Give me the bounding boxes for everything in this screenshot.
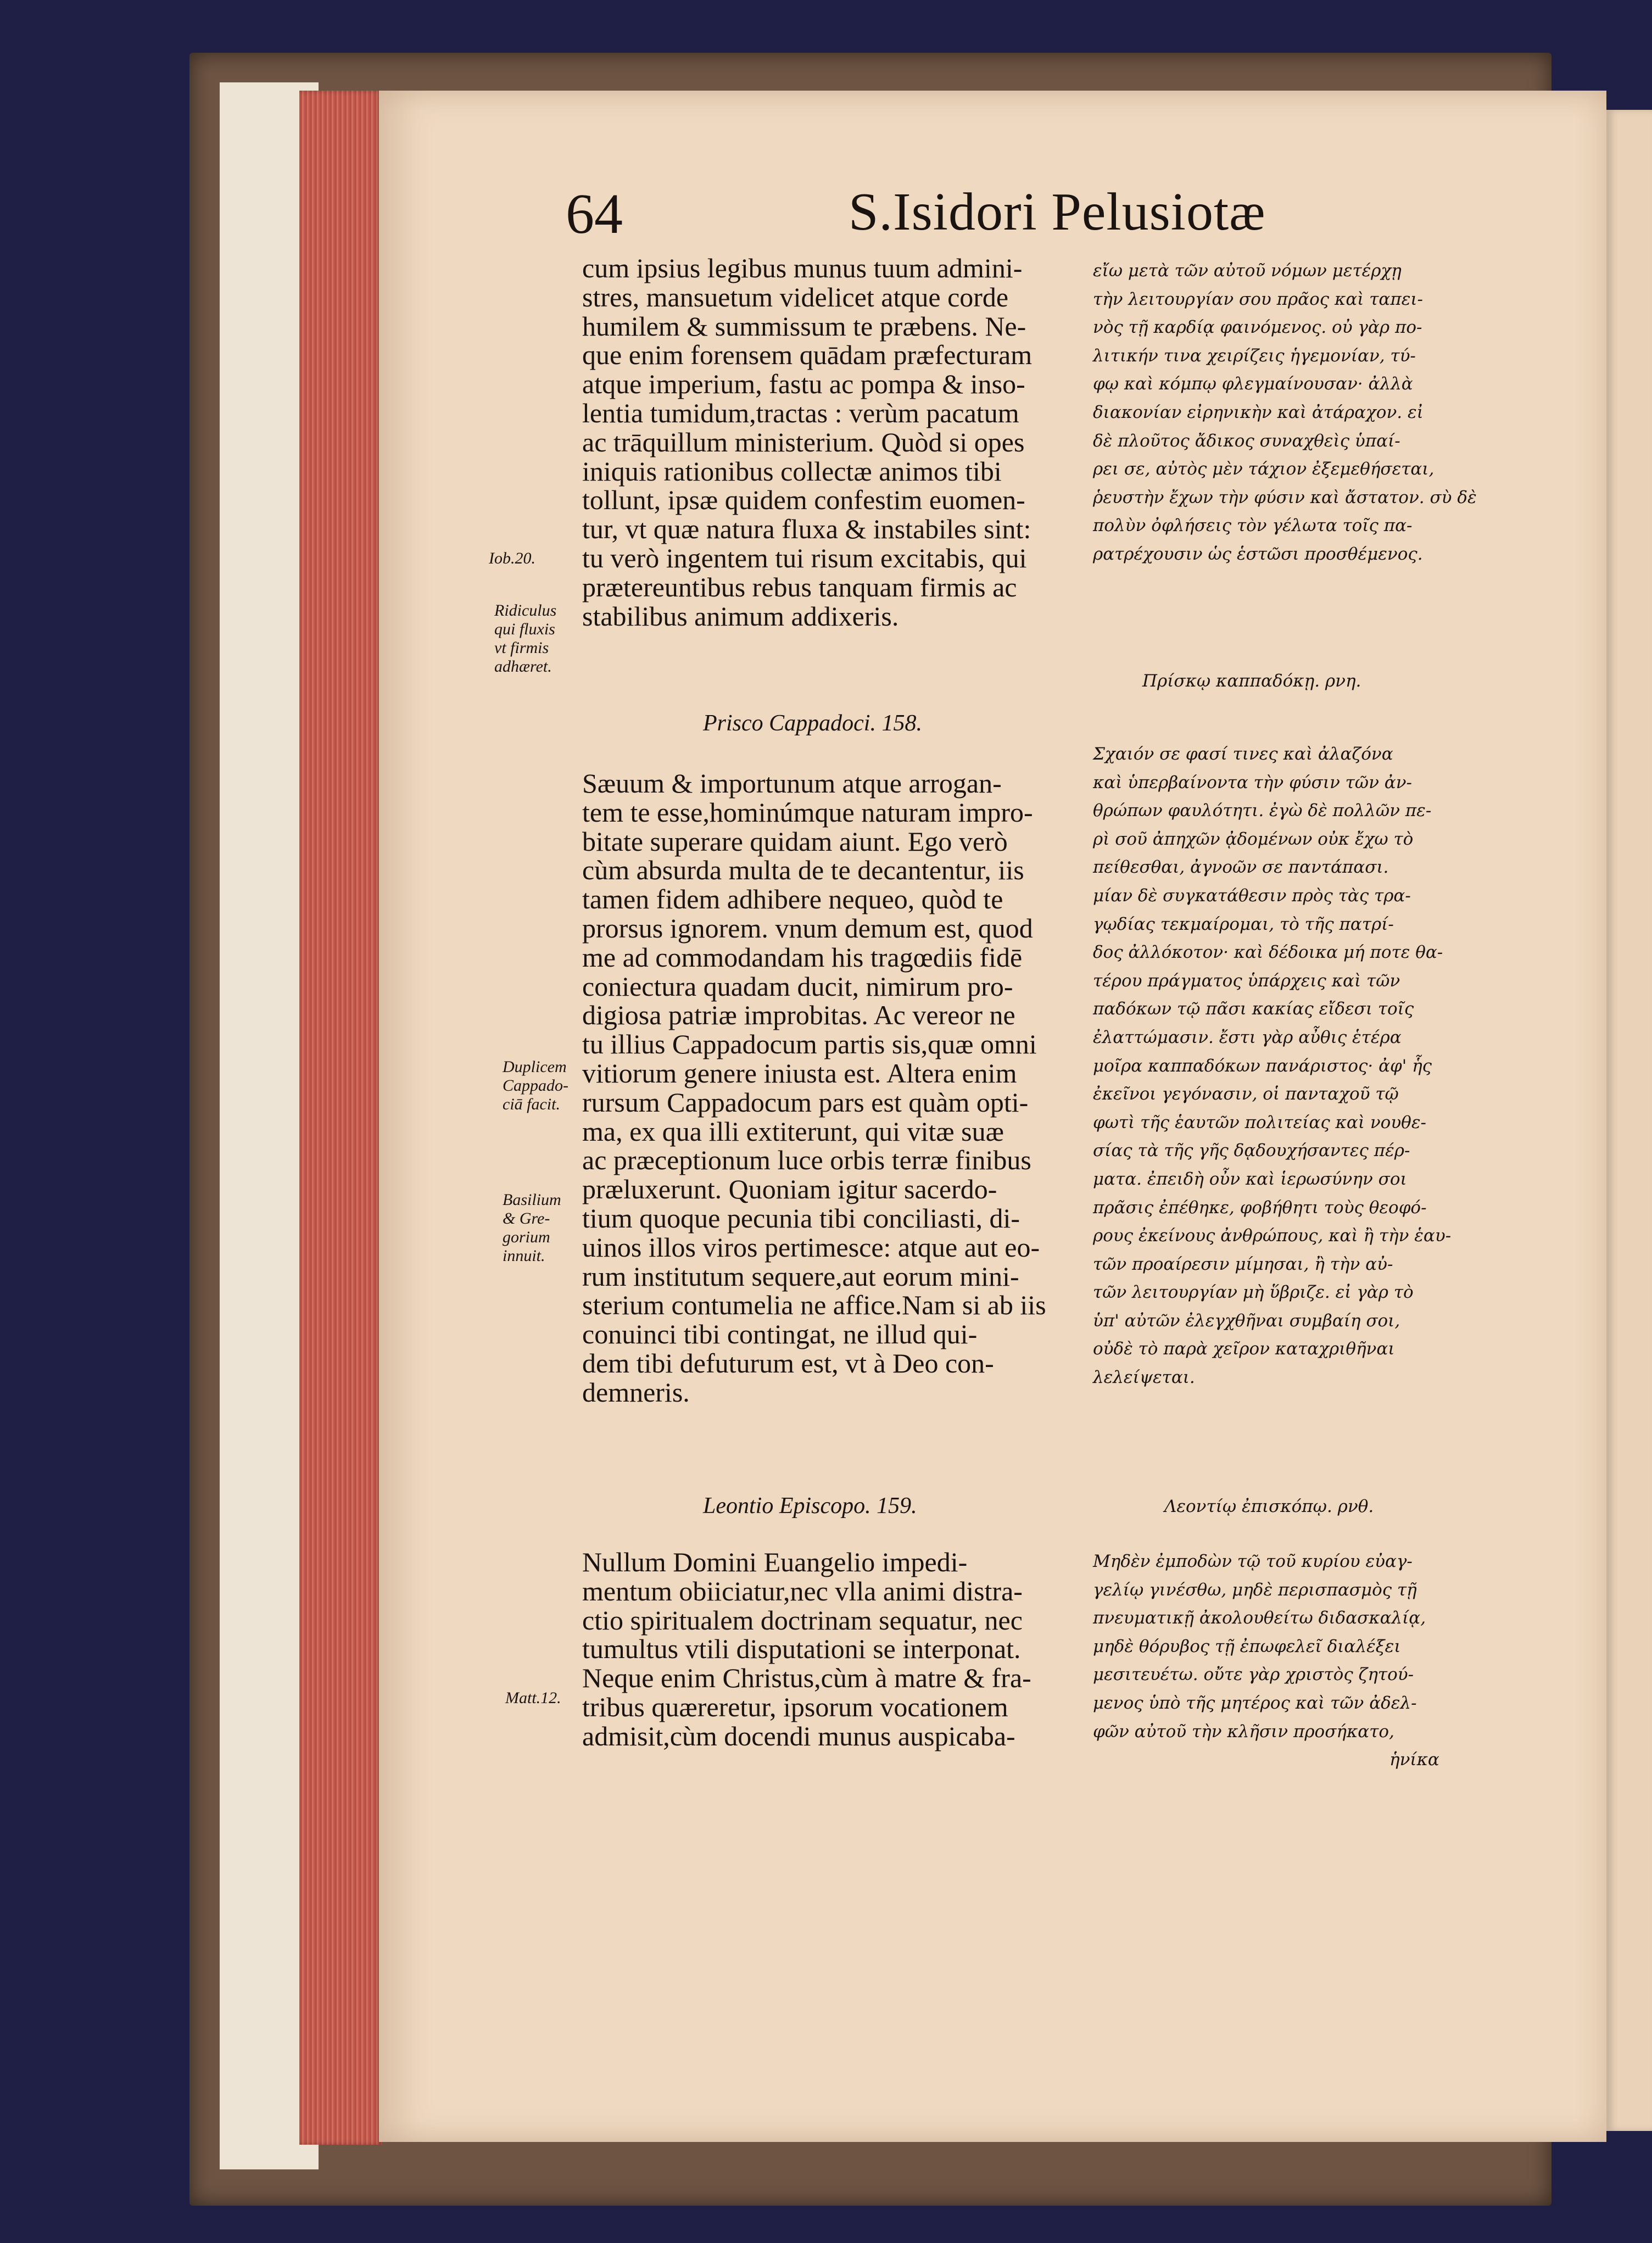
greek-line: μοῖρα καππαδόκων πανάριστος· ἀφ' ἧς — [1093, 1056, 1432, 1076]
page-number: 64 — [566, 182, 623, 245]
latin-line: vitiorum genere iniusta est. Altera enim — [582, 1057, 1017, 1089]
greek-line: παδόκων τῷ πᾶσι κακίας εἴδεσι τοῖς — [1093, 999, 1414, 1019]
greek-line: πείθεσθαι, ἀγνοῶν σε παντάπασι. — [1093, 857, 1389, 878]
greek-line: τῶν προαίρεσιν μίμησαι, ἢ τὴν αὐ- — [1093, 1254, 1393, 1274]
greek-line: μεσιτευέτω. οὔτε γὰρ χριστὸς ζητού- — [1093, 1665, 1414, 1685]
latin-line: conuinci tibi contingat, ne illud qui- — [582, 1319, 978, 1350]
latin-line: Nullum Domini Euangelio impedi- — [582, 1547, 968, 1577]
letter-heading-159-greek: Λεοντίῳ ἐπισκόπῳ. ρνθ. — [1164, 1497, 1374, 1516]
greek-line: εἴω μετὰ τῶν αὐτοῦ νόμων μετέρχῃ — [1093, 261, 1402, 281]
greek-line: τὴν λειτουργίαν σου πρᾶος καὶ ταπει- — [1093, 289, 1423, 309]
latin-line: præluxerunt. Quoniam igitur sacerdo- — [582, 1174, 997, 1205]
latin-line: demneris. — [582, 1376, 690, 1408]
greek-line: γῳδίας τεκμαίρομαι, τὸ τῆς πατρί- — [1093, 914, 1394, 934]
latin-line: lentia tumidum,tractas : verùm pacatum — [582, 397, 1019, 428]
latin-line: rum institutum sequere,aut eorum mini- — [582, 1260, 1019, 1292]
margin-note-line: ciā facit. — [503, 1095, 560, 1113]
greek-line: πνευματικῇ ἀκολουθείτω διδασκαλίᾳ, — [1093, 1608, 1426, 1628]
greek-line: θρώπων φαυλότητι. ἐγὼ δὲ πολλῶν πε- — [1093, 801, 1432, 821]
latin-line: sterium contumelia ne affice.Nam si ab iis — [582, 1290, 1046, 1321]
greek-line: γελίῳ γινέσθω, μηδὲ περισπασμὸς τῇ — [1093, 1580, 1417, 1600]
greek-text-top — [1093, 257, 1538, 569]
margin-note-line: Cappado- — [503, 1076, 568, 1095]
greek-line: ρει σε, αὐτὸς μὲν τάχιον ἐξεμεθήσεται, — [1093, 459, 1435, 479]
margin-note-matt: Matt.12. — [505, 1689, 561, 1707]
greek-line: σίας τὰ τῆς γῆς δᾳδουχήσαντες πέρ- — [1093, 1141, 1410, 1161]
margin-note-line: gorium — [503, 1228, 550, 1246]
facing-page-edge — [1606, 110, 1652, 2131]
latin-line: tem te esse,hominúmque naturam impro- — [582, 796, 1033, 828]
greek-line: ἐκεῖνοι γεγόνασιν, οἱ πανταχοῦ τῷ — [1093, 1084, 1399, 1104]
latin-text-bottom — [582, 1548, 1071, 1751]
latin-line: admisit,cùm docendi munus auspicaba- — [582, 1720, 1015, 1751]
latin-line: prætereuntibus rebus tanquam firmis ac — [582, 571, 1017, 602]
latin-line: atque imperium, fastu ac pompa & inso- — [582, 369, 1025, 400]
greek-line: διακονίαν εἰρηνικὴν καὶ ἀτάραχον. εἰ — [1093, 402, 1424, 422]
greek-line: ρους ἐκείνους ἀνθρώπους, καὶ ἢ τὴν ἑαυ- — [1093, 1226, 1452, 1246]
latin-line: stres, mansuetum videlicet atque corde — [582, 281, 1009, 313]
margin-note-duplicem — [503, 1058, 568, 1114]
greek-line: Σχαιόν σε φασί τινες καὶ ἀλαζόνα — [1093, 744, 1393, 764]
margin-note-line: Basilium — [503, 1191, 561, 1209]
greek-line: ρατρέχουσιν ὡς ἑστῶσι προσθέμενος. — [1093, 544, 1423, 564]
latin-line: cum ipsius legibus munus tuum admini- — [582, 253, 1023, 283]
latin-line: Sæuum & importunum atque arrogan- — [582, 768, 1002, 799]
latin-line: ctio spiritualem doctrinam sequatur, nec — [582, 1604, 1023, 1636]
greek-line: τέρου πράγματος ὑπάρχεις καὶ τῶν — [1093, 970, 1400, 991]
latin-line: cùm absurda multa de te decantentur, iis — [582, 855, 1024, 886]
latin-line: uinos illos viros pertimesce: atque aut eo- — [582, 1231, 1040, 1263]
latin-line: rursum Cappadocum pars est quàm opti- — [582, 1086, 1029, 1118]
latin-line: ac præceptionum luce orbis terræ finibus — [582, 1145, 1031, 1176]
latin-line: tamen fidem adhibere nequeo, quòd te — [582, 884, 1003, 915]
margin-note-line: vt firmis — [494, 639, 549, 657]
greek-line: λελείψεται. — [1093, 1368, 1195, 1388]
greek-text-middle — [1093, 740, 1538, 1392]
margin-note-line: adhæret. — [494, 657, 552, 676]
greek-line: φῳ καὶ κόμπῳ φλεγμαίνουσαν· ἀλλὰ — [1093, 374, 1413, 394]
greek-line: ὑπ' αὐτῶν ἐλεγχθῆναι συμβαίη σοι, — [1093, 1310, 1400, 1331]
greek-line: λιτικήν τινα χειρίζεις ἡγεμονίαν, τύ- — [1093, 345, 1416, 366]
greek-line: ἐλαττώμασιν. ἔστι γὰρ αὖθις ἑτέρα — [1093, 1027, 1402, 1047]
latin-line: Neque enim Christus,cùm à matre & fra- — [582, 1662, 1031, 1694]
greek-line: ματα. ἐπειδὴ οὖν καὶ ἱερωσύνην σοι — [1093, 1169, 1407, 1189]
latin-line: me ad commodandam his tragœdiis fidē — [582, 941, 1023, 973]
latin-line: tur, vt quæ natura fluxa & instabiles sint: — [582, 514, 1031, 545]
letter-heading-159-latin: Leontio Episcopo. 159. — [703, 1493, 917, 1519]
latin-text-middle — [582, 769, 1071, 1407]
latin-line: coniectura quadam ducit, nimirum pro- — [582, 970, 1013, 1002]
latin-line: bitate superare quidam aiunt. Ego verò — [582, 825, 1008, 857]
latin-text-top — [582, 254, 1071, 631]
margin-note-basilium — [503, 1191, 561, 1265]
letter-heading-158-latin: Prisco Cappadoci. 158. — [703, 711, 922, 736]
latin-line: ma, ex qua illi extiterunt, qui vitæ suæ — [582, 1115, 1004, 1147]
latin-line: mentum obiiciatur,nec vlla animi distra- — [582, 1575, 1023, 1606]
margin-note-line: Ridiculus — [494, 601, 557, 620]
greek-line: μίαν δὲ συγκατάθεσιν πρὸς τὰς τρα- — [1093, 885, 1411, 906]
margin-note-ridiculus — [494, 601, 556, 676]
greek-line: φῶν αὐτοῦ τὴν κλῆσιν προσήκατο, — [1093, 1721, 1394, 1742]
greek-line: ρὶ σοῦ ἀπηχῶν ᾀδομένων οὐκ ἔχω τὸ — [1093, 829, 1414, 849]
greek-text-bottom — [1093, 1548, 1538, 1775]
greek-line: οὐδὲ τὸ παρὰ χεῖρον καταχριθῆναι — [1093, 1339, 1395, 1359]
greek-line: μενος ὑπὸ τῆς μητέρος καὶ τῶν ἀδελ- — [1093, 1693, 1417, 1713]
margin-note-line: Duplicem — [503, 1058, 567, 1076]
greek-line: νὸς τῇ καρδίᾳ φαινόμενος. οὐ γὰρ πο- — [1093, 317, 1422, 338]
greek-line: δος ἀλλόκοτον· καὶ δέδοικα μή ποτε θα- — [1093, 942, 1443, 963]
running-head: S.Isidori Pelusiotæ — [849, 182, 1266, 242]
margin-note-line: & Gre- — [503, 1209, 550, 1227]
latin-line: humilem & summissum te præbens. Ne- — [582, 310, 1026, 342]
greek-line: τῶν λειτουργίαν μὴ ὕβριζε. εἰ γὰρ τὸ — [1093, 1282, 1414, 1303]
latin-line: tribus quæreretur, ipsorum vocationem — [582, 1691, 1008, 1722]
latin-line: dem tibi defuturum est, vt à Deo con- — [582, 1347, 994, 1379]
greek-line: καὶ ὑπερβαίνοντα τὴν φύσιν τῶν ἀν- — [1093, 772, 1413, 793]
greek-line: πολὺν ὀφλήσεις τὸν γέλωτα τοῖς πα- — [1093, 516, 1413, 536]
margin-note-line: qui fluxis — [494, 620, 555, 638]
latin-line: tumultus vtili disputationi se interponat. — [582, 1633, 1021, 1665]
latin-line: tu illius Cappadocum partis sis,quæ omni — [582, 1029, 1037, 1060]
letter-heading-158-greek: Πρίσκῳ καππαδόκῃ. ρνη. — [1142, 671, 1361, 691]
greek-line: μηδὲ θόρυβος τῇ ἐπωφελεῖ διαλέξει — [1093, 1636, 1401, 1656]
latin-line: que enim forensem quādam præfecturam — [582, 339, 1032, 371]
greek-line: δὲ πλοῦτος ἄδικος συναχθεὶς ὑπαί- — [1093, 431, 1400, 451]
latin-line: prorsus ignorem. vnum demum est, quod — [582, 912, 1033, 944]
latin-line: tium quoque pecunia tibi conciliasti, di- — [582, 1202, 1020, 1234]
latin-line: tu verò ingentem tui risum excitabis, qui — [582, 542, 1027, 573]
margin-note-job: Iob.20. — [489, 549, 535, 567]
latin-line: tollunt, ipsæ quidem confestim euomen- — [582, 484, 1025, 516]
greek-line: πρᾶσις ἐπέθηκε, φοβήθητι τοὺς θεοφό- — [1093, 1197, 1427, 1218]
latin-line: digiosa patriæ improbitas. Ac vereor ne — [582, 1000, 1015, 1031]
greek-line: Μηδὲν ἐμποδὼν τῷ τοῦ κυρίου εὐαγ- — [1093, 1552, 1413, 1571]
greek-line: ῥευστὴν ἔχων τὴν φύσιν καὶ ἄστατον. σὺ δὲ — [1093, 487, 1477, 507]
latin-line: ac trāquillum ministerium. Quòd si opes — [582, 426, 1025, 457]
latin-line: iniquis rationibus collectæ animos tibi — [582, 455, 1002, 487]
greek-line: φωτὶ τῆς ἑαυτῶν πολιτείας καὶ νουθε- — [1093, 1112, 1426, 1132]
latin-line: stabilibus animum addixeris. — [582, 600, 899, 632]
margin-note-line: innuit. — [503, 1247, 545, 1265]
greek-line: ἡνίκα — [1389, 1750, 1439, 1770]
page-edges-red — [299, 91, 382, 2145]
